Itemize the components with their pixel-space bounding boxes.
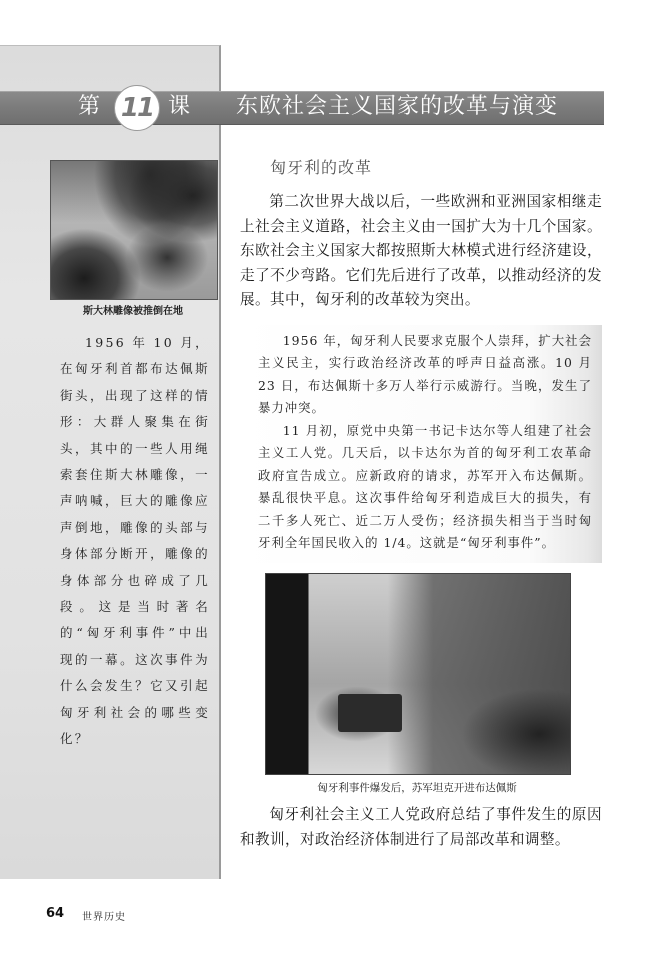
sidebar-photo-caption: 斯大林雕像被推倒在地: [83, 306, 183, 317]
lesson-number-badge: 11: [114, 85, 160, 131]
sidebar-intro-text: 1956 年 10 月，在匈牙利首都布达佩斯街头，出现了这样的情形：大群人聚集在街头，其中的一些人用绳索套住斯大林雕像，一声呐喊，巨大的雕像应声倒地，雕像的头部与身体部分断开，雕像的身体部分也碎成了几段。这是当时著名的“匈牙利事件”中出现的一幕。这次事件为什么会发生？它又引起匈牙利社会的哪些变化？: [60, 335, 210, 747]
lesson-title: 东欧社会主义国家的改革与演变: [236, 94, 559, 119]
book-title: 世界历史: [82, 912, 126, 923]
lesson-prefix: 第: [78, 94, 101, 119]
section-title: 匈牙利的改革: [270, 158, 373, 177]
reading-paragraph-2: 11 月初，原党中央第一书记卡达尔等人组建了社会主义工人党。几天后，以卡达尔为首的匈牙利工农革命政府宣告成立。应新政府的请求，苏军开入布达佩斯。暴乱很快平息。这次事件给匈牙利造成巨大的损失，有二千多人死亡、近二万人受伤；经济损失相当于当时匈牙利全年国民收入的 1/4。这就是“匈牙利事件”。: [258, 423, 592, 551]
body-paragraph-2: 匈牙利社会主义工人党政府总结了事件发生的原因和教训，对政治经济体制进行了局部改革和调整。: [240, 806, 602, 848]
body-paragraph-1: 第二次世界大战以后，一些欧洲和亚洲国家相继走上社会主义道路，社会主义由一国扩大为十几个国家。东欧社会主义国家大都按照斯大林模式进行经济建设，走了不少弯路。它们先后进行了改革，以推动经济的发展。其中，匈牙利的改革较为突出。: [240, 193, 602, 309]
page-number: 64: [46, 906, 65, 921]
tank-budapest-photo: [265, 573, 571, 775]
lesson-suffix: 课: [168, 94, 191, 119]
main-photo-caption: 匈牙利事件爆发后，苏军坦克开进布达佩斯: [317, 782, 517, 794]
statue-toppled-photo: [50, 160, 218, 300]
tank-shape: [338, 694, 402, 732]
reading-paragraph-1: 1956 年，匈牙利人民要求克服个人崇拜，扩大社会主义民主，实行政治经济改革的呼声日益高涨。10 月 23 日，布达佩斯十多万人举行示威游行。当晚，发生了暴力冲突。: [258, 333, 592, 416]
